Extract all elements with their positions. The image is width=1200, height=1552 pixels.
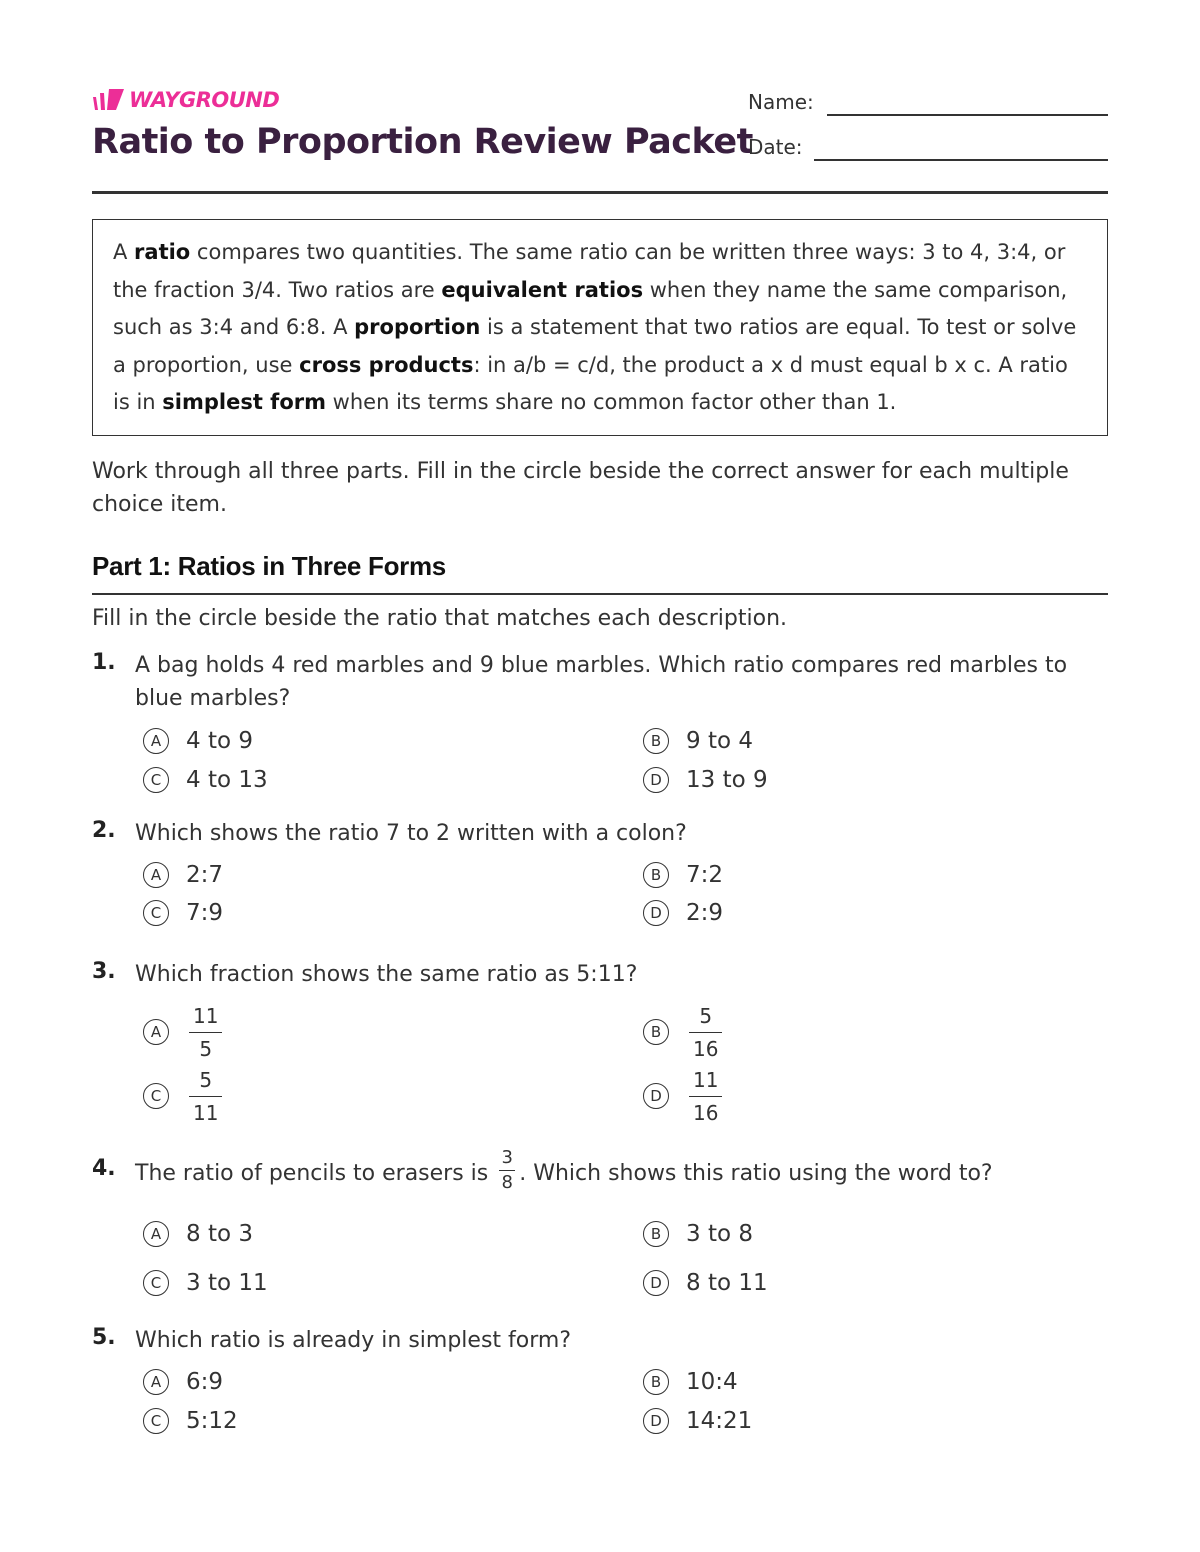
question-text: Which fraction shows the same ratio as 5:11? (135, 962, 638, 987)
term-ratio: ratio (134, 240, 191, 264)
answer-bubble[interactable]: B (643, 1221, 669, 1247)
option-text: 4 to 9 (186, 728, 253, 754)
option-d[interactable] (643, 1406, 752, 1436)
definition-text: when its terms share no common factor other than 1. (326, 390, 897, 414)
option-c[interactable] (143, 1268, 268, 1298)
answer-bubble[interactable]: C (143, 767, 169, 793)
fraction-denominator: 11 (193, 1100, 219, 1125)
option-text: 6:9 (186, 1369, 224, 1395)
option-a[interactable] (143, 1219, 253, 1249)
term-simplest-form: simplest form (162, 390, 326, 414)
option-b[interactable] (643, 1003, 722, 1061)
option-text: 7:9 (186, 900, 224, 926)
fraction-numerator: 5 (199, 1067, 213, 1092)
general-instructions: Work through all three parts. Fill in the circle beside the correct answer for each multiple choice item. (92, 459, 1069, 517)
answer-bubble[interactable]: B (643, 1369, 669, 1395)
question-text: Which ratio is already in simplest form? (135, 1328, 571, 1353)
option-a[interactable] (143, 1367, 223, 1397)
option-c[interactable] (143, 1067, 222, 1125)
fraction-numerator: 11 (193, 1003, 219, 1028)
option-text: 3 to 8 (686, 1221, 753, 1247)
answer-bubble[interactable]: C (143, 1083, 169, 1109)
answer-bubble[interactable]: A (143, 1019, 169, 1045)
part-1-instruction: Fill in the circle beside the ratio that matches each description. (92, 606, 788, 631)
option-a[interactable] (143, 726, 253, 756)
brand-name: WAYGROUND (129, 88, 280, 112)
answer-bubble[interactable]: D (643, 900, 669, 926)
option-text: 4 to 13 (186, 767, 268, 793)
definition-text: : in a/b = c/d, the product a x d must equal b x c. A ratio is in (113, 352, 1068, 414)
option-text: 13 to 9 (686, 767, 768, 793)
answer-bubble[interactable]: A (143, 1369, 169, 1395)
name-field[interactable] (827, 114, 1108, 116)
option-d[interactable] (643, 1067, 722, 1125)
fraction-denominator: 5 (199, 1036, 213, 1061)
option-c[interactable] (143, 898, 223, 928)
option-text: 8 to 11 (686, 1270, 768, 1296)
answer-bubble[interactable]: C (143, 900, 169, 926)
option-b[interactable] (643, 860, 723, 890)
fraction-bar (689, 1096, 722, 1097)
part-divider (92, 593, 1108, 595)
question-text (135, 1146, 1095, 1202)
name-label: Name: (748, 90, 814, 114)
fraction-numerator: 5 (699, 1003, 713, 1028)
option-a[interactable] (143, 1003, 222, 1061)
option-d[interactable] (643, 1268, 768, 1298)
question-number: 5. (92, 1325, 116, 1350)
answer-bubble[interactable]: C (143, 1408, 169, 1434)
option-b[interactable] (643, 1219, 753, 1249)
term-proportion: proportion (354, 315, 481, 339)
fraction-numerator: 3 (501, 1146, 513, 1168)
date-field[interactable] (814, 159, 1108, 161)
definition-text: when they name the same comparison, such as 3:4 and 6:8. A (113, 277, 1068, 339)
option-text: 8 to 3 (186, 1221, 253, 1247)
question-text-start: The ratio of pencils to erasers is (135, 1161, 496, 1186)
option-text: 3 to 11 (186, 1270, 268, 1296)
header-divider (92, 191, 1108, 194)
fraction-denominator: 16 (693, 1036, 719, 1061)
fraction-bar (499, 1170, 515, 1171)
part-1-title: Part 1: Ratios in Three Forms (92, 551, 446, 581)
definition-box (92, 219, 1108, 436)
question-number: 2. (92, 818, 116, 843)
brand-logo (92, 86, 279, 114)
fraction (689, 1003, 722, 1062)
fraction-bar (689, 1032, 722, 1033)
fraction (689, 1067, 722, 1126)
option-a[interactable] (143, 860, 223, 890)
option-b[interactable] (643, 726, 753, 756)
fraction-denominator: 8 (501, 1171, 513, 1193)
option-b[interactable] (643, 1367, 738, 1397)
question-number: 3. (92, 959, 116, 984)
definition-text: A (113, 240, 135, 264)
fraction-numerator: 11 (693, 1067, 719, 1092)
fraction-bar (189, 1096, 222, 1097)
question-text-end: . Which shows this ratio using the word to? (519, 1161, 993, 1186)
fraction-bar (189, 1032, 222, 1033)
answer-bubble[interactable]: A (143, 728, 169, 754)
fraction (189, 1003, 222, 1062)
option-text: 2:9 (686, 900, 724, 926)
option-text: 5:12 (186, 1408, 238, 1434)
date-label: Date: (748, 135, 803, 159)
answer-bubble[interactable]: D (643, 1083, 669, 1109)
option-text: 7:2 (686, 862, 724, 888)
option-c[interactable] (143, 1406, 238, 1436)
answer-bubble[interactable]: D (643, 767, 669, 793)
option-text: 2:7 (186, 862, 224, 888)
term-equivalent-ratios: equivalent ratios (441, 277, 644, 302)
question-text: A bag holds 4 red marbles and 9 blue marbles. Which ratio compares red marbles to blue marbles? (135, 653, 1068, 711)
option-d[interactable] (643, 898, 723, 928)
inline-fraction (499, 1146, 515, 1193)
option-text: 9 to 4 (686, 728, 753, 754)
answer-bubble[interactable]: B (643, 862, 669, 888)
answer-bubble[interactable]: D (643, 1270, 669, 1296)
page-title: Ratio to Proportion Review Packet (92, 122, 753, 162)
answer-bubble[interactable]: D (643, 1408, 669, 1434)
answer-bubble[interactable]: A (143, 862, 169, 888)
option-c[interactable] (143, 765, 268, 795)
question-text: Which shows the ratio 7 to 2 written with a colon? (135, 821, 687, 846)
option-d[interactable] (643, 765, 768, 795)
definition-text: compares two quantities. The same ratio can be written three ways: 3 to 4, 3:4, or the fraction 3/4. Two ratios are (113, 240, 1066, 302)
answer-bubble[interactable]: A (143, 1221, 169, 1247)
fraction-denominator: 16 (693, 1100, 719, 1125)
option-text: 14:21 (686, 1408, 753, 1434)
answer-bubble[interactable]: B (643, 1019, 669, 1045)
fraction (189, 1067, 222, 1126)
question-number: 1. (92, 650, 116, 675)
term-cross-products: cross products (299, 352, 474, 377)
wayground-logo-icon (92, 88, 126, 112)
option-text: 10:4 (686, 1369, 738, 1395)
answer-bubble[interactable]: B (643, 728, 669, 754)
worksheet-page (92, 0, 1108, 1552)
answer-bubble[interactable]: C (143, 1270, 169, 1296)
definition-text: is a statement that two ratios are equal. To test or solve a proportion, use (113, 315, 1077, 377)
question-number: 4. (92, 1156, 116, 1181)
